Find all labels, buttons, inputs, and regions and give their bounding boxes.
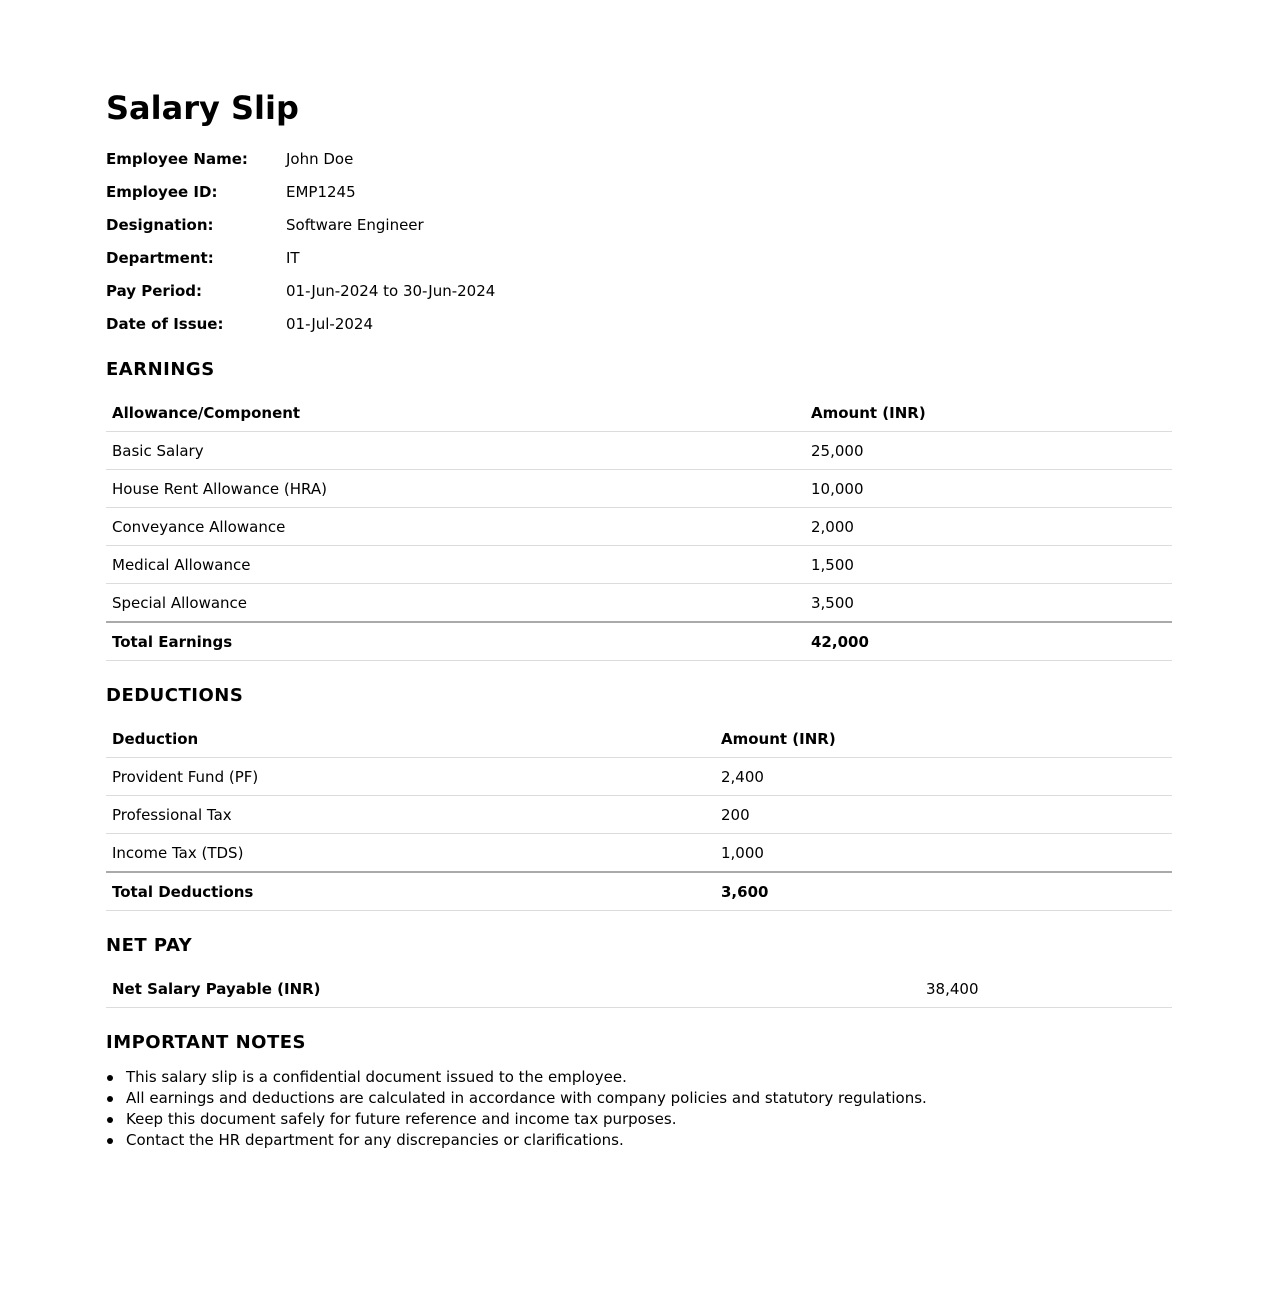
note-text: All earnings and deductions are calculated in accordance with company policies and statutory regulations.	[126, 1089, 927, 1107]
info-row-date-of-issue	[106, 308, 706, 341]
deduction-name: Provident Fund (PF)	[106, 758, 715, 796]
net-pay-row	[106, 970, 1172, 1008]
deductions-heading: DEDUCTIONS	[106, 685, 244, 706]
bullet-icon	[107, 1096, 113, 1102]
info-label: Department:	[106, 249, 214, 267]
table-row	[106, 584, 1172, 623]
earnings-table	[106, 394, 1172, 661]
list-item	[126, 1109, 927, 1130]
notes-heading: IMPORTANT NOTES	[106, 1032, 306, 1053]
info-label: Designation:	[106, 216, 214, 234]
table-row	[106, 432, 1172, 470]
table-row	[106, 796, 1172, 834]
deduction-name: Professional Tax	[106, 796, 715, 834]
net-pay-amount: 38,400	[920, 970, 1172, 1008]
table-row	[106, 546, 1172, 584]
list-item	[126, 1088, 927, 1109]
deduction-amount: 1,000	[715, 834, 1172, 873]
earning-amount: 25,000	[805, 432, 1172, 470]
bullet-icon	[107, 1117, 113, 1123]
info-value: John Doe	[286, 150, 354, 168]
earning-amount: 10,000	[805, 470, 1172, 508]
net-pay-table	[106, 970, 1172, 1008]
deduction-name: Income Tax (TDS)	[106, 834, 715, 873]
table-row	[106, 758, 1172, 796]
earning-name: Special Allowance	[106, 584, 805, 623]
total-deductions-amount: 3,600	[715, 872, 1172, 911]
net-pay-label: Net Salary Payable (INR)	[106, 970, 920, 1008]
earning-amount: 2,000	[805, 508, 1172, 546]
table-header-row	[106, 394, 1172, 432]
info-row-pay-period	[106, 275, 706, 308]
earnings-heading: EARNINGS	[106, 359, 215, 380]
bullet-icon	[107, 1138, 113, 1144]
total-earnings-amount: 42,000	[805, 622, 1172, 661]
bullet-icon	[107, 1075, 113, 1081]
info-value: IT	[286, 249, 300, 267]
total-earnings-label: Total Earnings	[106, 622, 805, 661]
info-value: EMP1245	[286, 183, 356, 201]
info-row-employee-name	[106, 143, 706, 176]
info-label: Pay Period:	[106, 282, 202, 300]
table-header-row	[106, 720, 1172, 758]
deduction-amount: 2,400	[715, 758, 1172, 796]
earning-name: Basic Salary	[106, 432, 805, 470]
table-row	[106, 470, 1172, 508]
earning-name: House Rent Allowance (HRA)	[106, 470, 805, 508]
info-value: 01-Jun-2024 to 30-Jun-2024	[286, 282, 496, 300]
column-header: Deduction	[106, 720, 715, 758]
deductions-table	[106, 720, 1172, 911]
column-header: Amount (INR)	[715, 720, 1172, 758]
info-label: Employee ID:	[106, 183, 218, 201]
info-row-designation	[106, 209, 706, 242]
earning-name: Conveyance Allowance	[106, 508, 805, 546]
list-item	[126, 1130, 927, 1151]
list-item	[126, 1067, 927, 1088]
note-text: Keep this document safely for future reference and income tax purposes.	[126, 1110, 677, 1128]
info-row-department	[106, 242, 706, 275]
column-header: Amount (INR)	[805, 394, 1172, 432]
earning-name: Medical Allowance	[106, 546, 805, 584]
table-row	[106, 508, 1172, 546]
info-value: 01-Jul-2024	[286, 315, 374, 333]
total-deductions-label: Total Deductions	[106, 872, 715, 911]
notes-list	[106, 1067, 927, 1151]
note-text: This salary slip is a confidential document issued to the employee.	[126, 1068, 627, 1086]
deduction-amount: 200	[715, 796, 1172, 834]
column-header: Allowance/Component	[106, 394, 805, 432]
earning-amount: 3,500	[805, 584, 1172, 623]
info-row-employee-id	[106, 176, 706, 209]
info-value: Software Engineer	[286, 216, 424, 234]
note-text: Contact the HR department for any discrepancies or clarifications.	[126, 1131, 624, 1149]
table-row	[106, 834, 1172, 873]
earning-amount: 1,500	[805, 546, 1172, 584]
total-earnings-row	[106, 622, 1172, 661]
info-label: Date of Issue:	[106, 315, 224, 333]
total-deductions-row	[106, 872, 1172, 911]
employee-info	[106, 143, 706, 341]
page-title: Salary Slip	[106, 89, 299, 127]
net-pay-heading: NET PAY	[106, 935, 193, 956]
info-label: Employee Name:	[106, 150, 248, 168]
